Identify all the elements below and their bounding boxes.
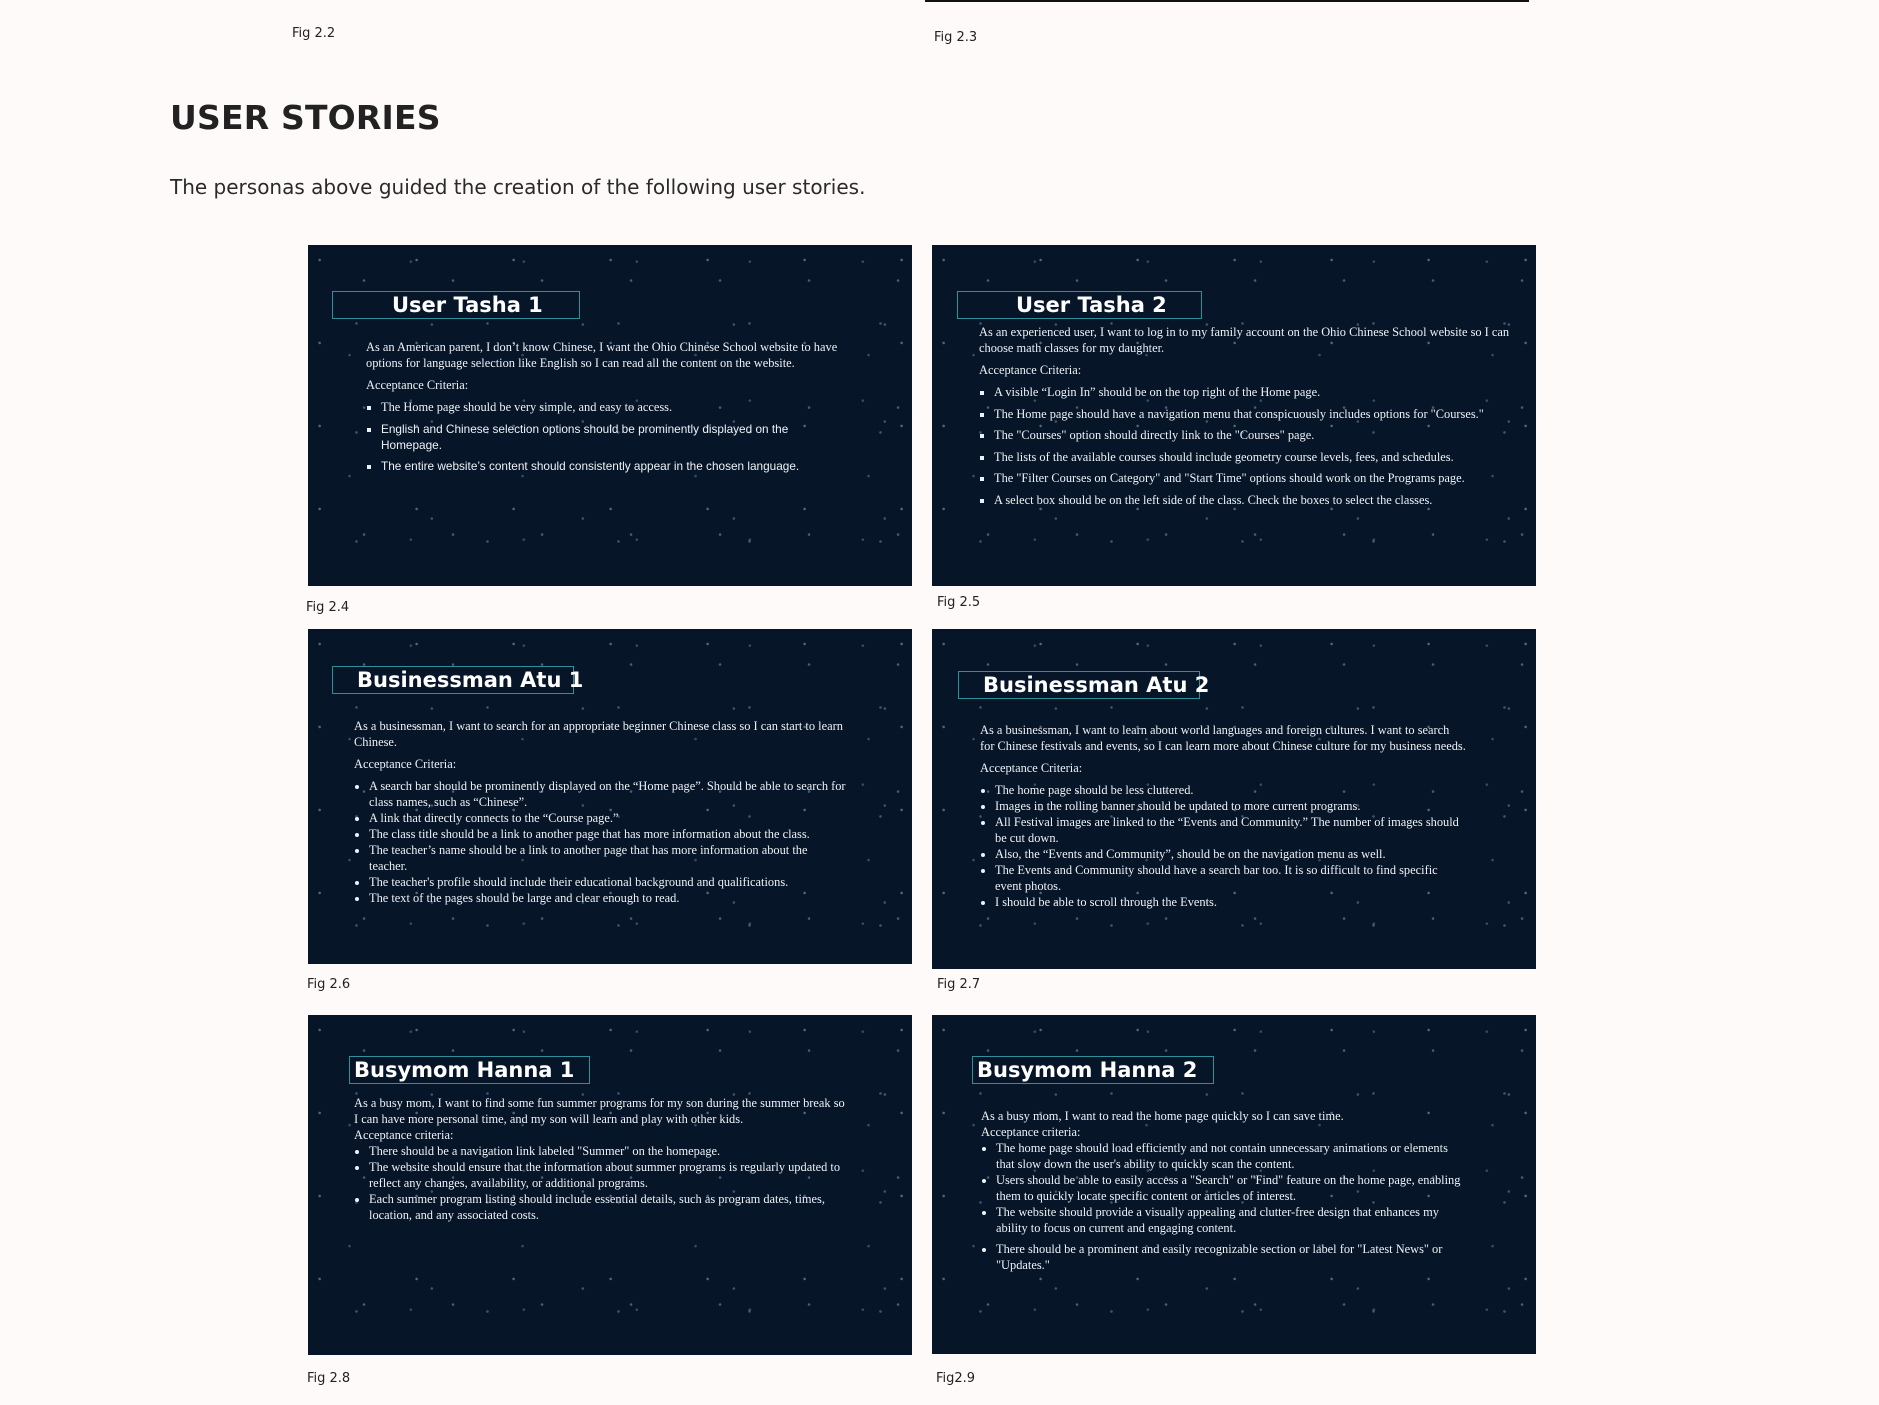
criteria-label: Acceptance criteria:	[981, 1125, 1081, 1139]
criteria-item: • The text of the pages should be large and clear enough to read.	[369, 890, 848, 906]
criteria-item: ▪ A select box should be on the left side of the class. Check the boxes to select the classes.	[994, 492, 1524, 508]
slide-body	[354, 718, 848, 906]
criteria-item: ▪ A visible “Login In” should be on the top right of the Home page.	[994, 384, 1524, 400]
section-title: USER STORIES	[170, 98, 441, 137]
slide-busymom-hanna-1	[308, 1015, 912, 1355]
slide-body	[354, 1095, 848, 1223]
criteria-item: • There should be a navigation link labeled "Summer" on the homepage.	[369, 1143, 848, 1159]
slide-body	[979, 324, 1524, 513]
slide-busymom-hanna-2	[932, 1015, 1536, 1354]
criteria-label: Acceptance Criteria:	[354, 757, 457, 771]
criteria-item: • The teacher’s name should be a link to another page that has more information about the teacher.	[369, 842, 848, 874]
slide-body	[981, 1108, 1467, 1273]
slide-title: Busymom Hanna 1	[349, 1056, 590, 1084]
slide-title: User Tasha 1	[332, 291, 580, 319]
criteria-item: • The home page should load efficiently and not contain unnecessary animations or elements that slow down the user's ability to quickly scan the content.	[996, 1140, 1467, 1172]
criteria-item: ▪ The "Courses" option should directly link to the "Courses" page.	[994, 427, 1524, 443]
criteria-item: • A search bar should be prominently displayed on the “Home page”. Should be able to search for class names, such as “Chinese”.	[369, 778, 848, 810]
criteria-label: Acceptance criteria:	[354, 1128, 454, 1142]
criteria-item: • The website should provide a visually appealing and clutter-free design that enhances my ability to focus on current and engaging content.	[996, 1204, 1467, 1236]
criteria-item: • The Events and Community should have a search bar too. It is so difficult to find specific event photos.	[995, 862, 1466, 894]
criteria-item: • The class title should be a link to another page that has more information about the class.	[369, 826, 848, 842]
slide-businessman-atu-1	[308, 629, 912, 964]
criteria-item: • Users should be able to easily access a "Search" or "Find" feature on the home page, enabling them to quickly locate specific content or articles of interest.	[996, 1172, 1467, 1204]
criteria-item: ▪ The Home page should have a navigation menu that conspicuously includes options for "Courses."	[994, 406, 1524, 422]
fig-caption-2-4: Fig 2.4	[306, 600, 350, 615]
section-intro: The personas above guided the creation of the following user stories.	[170, 175, 866, 199]
story-text: As a businessman, I want to search for an appropriate beginner Chinese class so I can start to learn Chinese.	[354, 719, 843, 749]
criteria-item: • The home page should be less cluttered.	[995, 782, 1466, 798]
story-text: As a busy mom, I want to read the home page quickly so I can save time.	[981, 1109, 1344, 1123]
slide-title: Businessman Atu 2	[958, 671, 1200, 699]
criteria-label: Acceptance Criteria:	[366, 378, 469, 392]
slide-body	[366, 339, 848, 480]
criteria-item: ▪ The lists of the available courses should include geometry course levels, fees, and schedules.	[994, 449, 1524, 465]
fig-caption-2-8: Fig 2.8	[307, 1371, 351, 1386]
fig-caption-2-5: Fig 2.5	[937, 595, 981, 610]
fig-caption-2-7: Fig 2.7	[937, 977, 981, 992]
story-text: As a busy mom, I want to find some fun summer programs for my son during the summer break so I can have more personal time, and my son will learn and play with other kids.	[354, 1096, 845, 1126]
fig-caption-2-6: Fig 2.6	[307, 977, 351, 992]
criteria-item: ▪ The "Filter Courses on Category" and "Start Time" options should work on the Programs page.	[994, 470, 1524, 486]
criteria-item: • I should be able to scroll through the Events.	[995, 894, 1466, 910]
criteria-item: • The teacher's profile should include their educational background and qualifications.	[369, 874, 848, 890]
criteria-item: • There should be a prominent and easily recognizable section or label for "Latest News" or "Updates."	[996, 1241, 1467, 1273]
fig-caption-2-9: Fig2.9	[936, 1371, 976, 1386]
criteria-item: ▪ The entire website’s content should consistently appear in the chosen language.	[381, 458, 848, 474]
criteria-label: Acceptance Criteria:	[979, 363, 1082, 377]
criteria-label: Acceptance Criteria:	[980, 761, 1083, 775]
criteria-item: • Also, the “Events and Community”, should be on the navigation menu as well.	[995, 846, 1466, 862]
story-text: As an experienced user, I want to log in to my family account on the Ohio Chinese School website so I can choose math classes for my daughter.	[979, 325, 1510, 355]
slide-title: Businessman Atu 1	[332, 666, 574, 694]
fig-caption-2-3: Fig 2.3	[934, 30, 978, 45]
story-text: As an American parent, I don’t know Chinese, I want the Ohio Chinese School website to have options for language selection like English so I can read all the content on the website.	[366, 340, 838, 370]
criteria-item: • Each summer program listing should include essential details, such as program dates, times, location, and any associated costs.	[369, 1191, 848, 1223]
criteria-item: • The website should ensure that the information about summer programs is regularly updated to reflect any changes, availability, or additional programs.	[369, 1159, 848, 1191]
top-divider	[925, 0, 1529, 2]
slide-user-tasha-2	[932, 245, 1536, 586]
slide-body	[980, 722, 1466, 910]
story-text: As a businessman, I want to learn about world languages and foreign cultures. I want to search for Chinese festivals and events, so I can learn more about Chinese culture for my business needs.	[980, 723, 1466, 753]
criteria-item: • A link that directly connects to the “Course page.”	[369, 810, 848, 826]
criteria-item: • Images in the rolling banner should be updated to more current programs.	[995, 798, 1466, 814]
fig-caption-2-2: Fig 2.2	[292, 26, 336, 41]
criteria-item: ▪ English and Chinese selection options should be prominently displayed on the Homepage.	[381, 421, 848, 453]
slide-user-tasha-1	[308, 245, 912, 586]
criteria-item: • All Festival images are linked to the “Events and Community.” The number of images should be cut down.	[995, 814, 1466, 846]
criteria-item: ▪ The Home page should be very simple, and easy to access.	[381, 399, 848, 415]
slide-businessman-atu-2	[932, 629, 1536, 969]
slide-title: User Tasha 2	[957, 291, 1202, 319]
slide-title: Busymom Hanna 2	[972, 1056, 1214, 1084]
